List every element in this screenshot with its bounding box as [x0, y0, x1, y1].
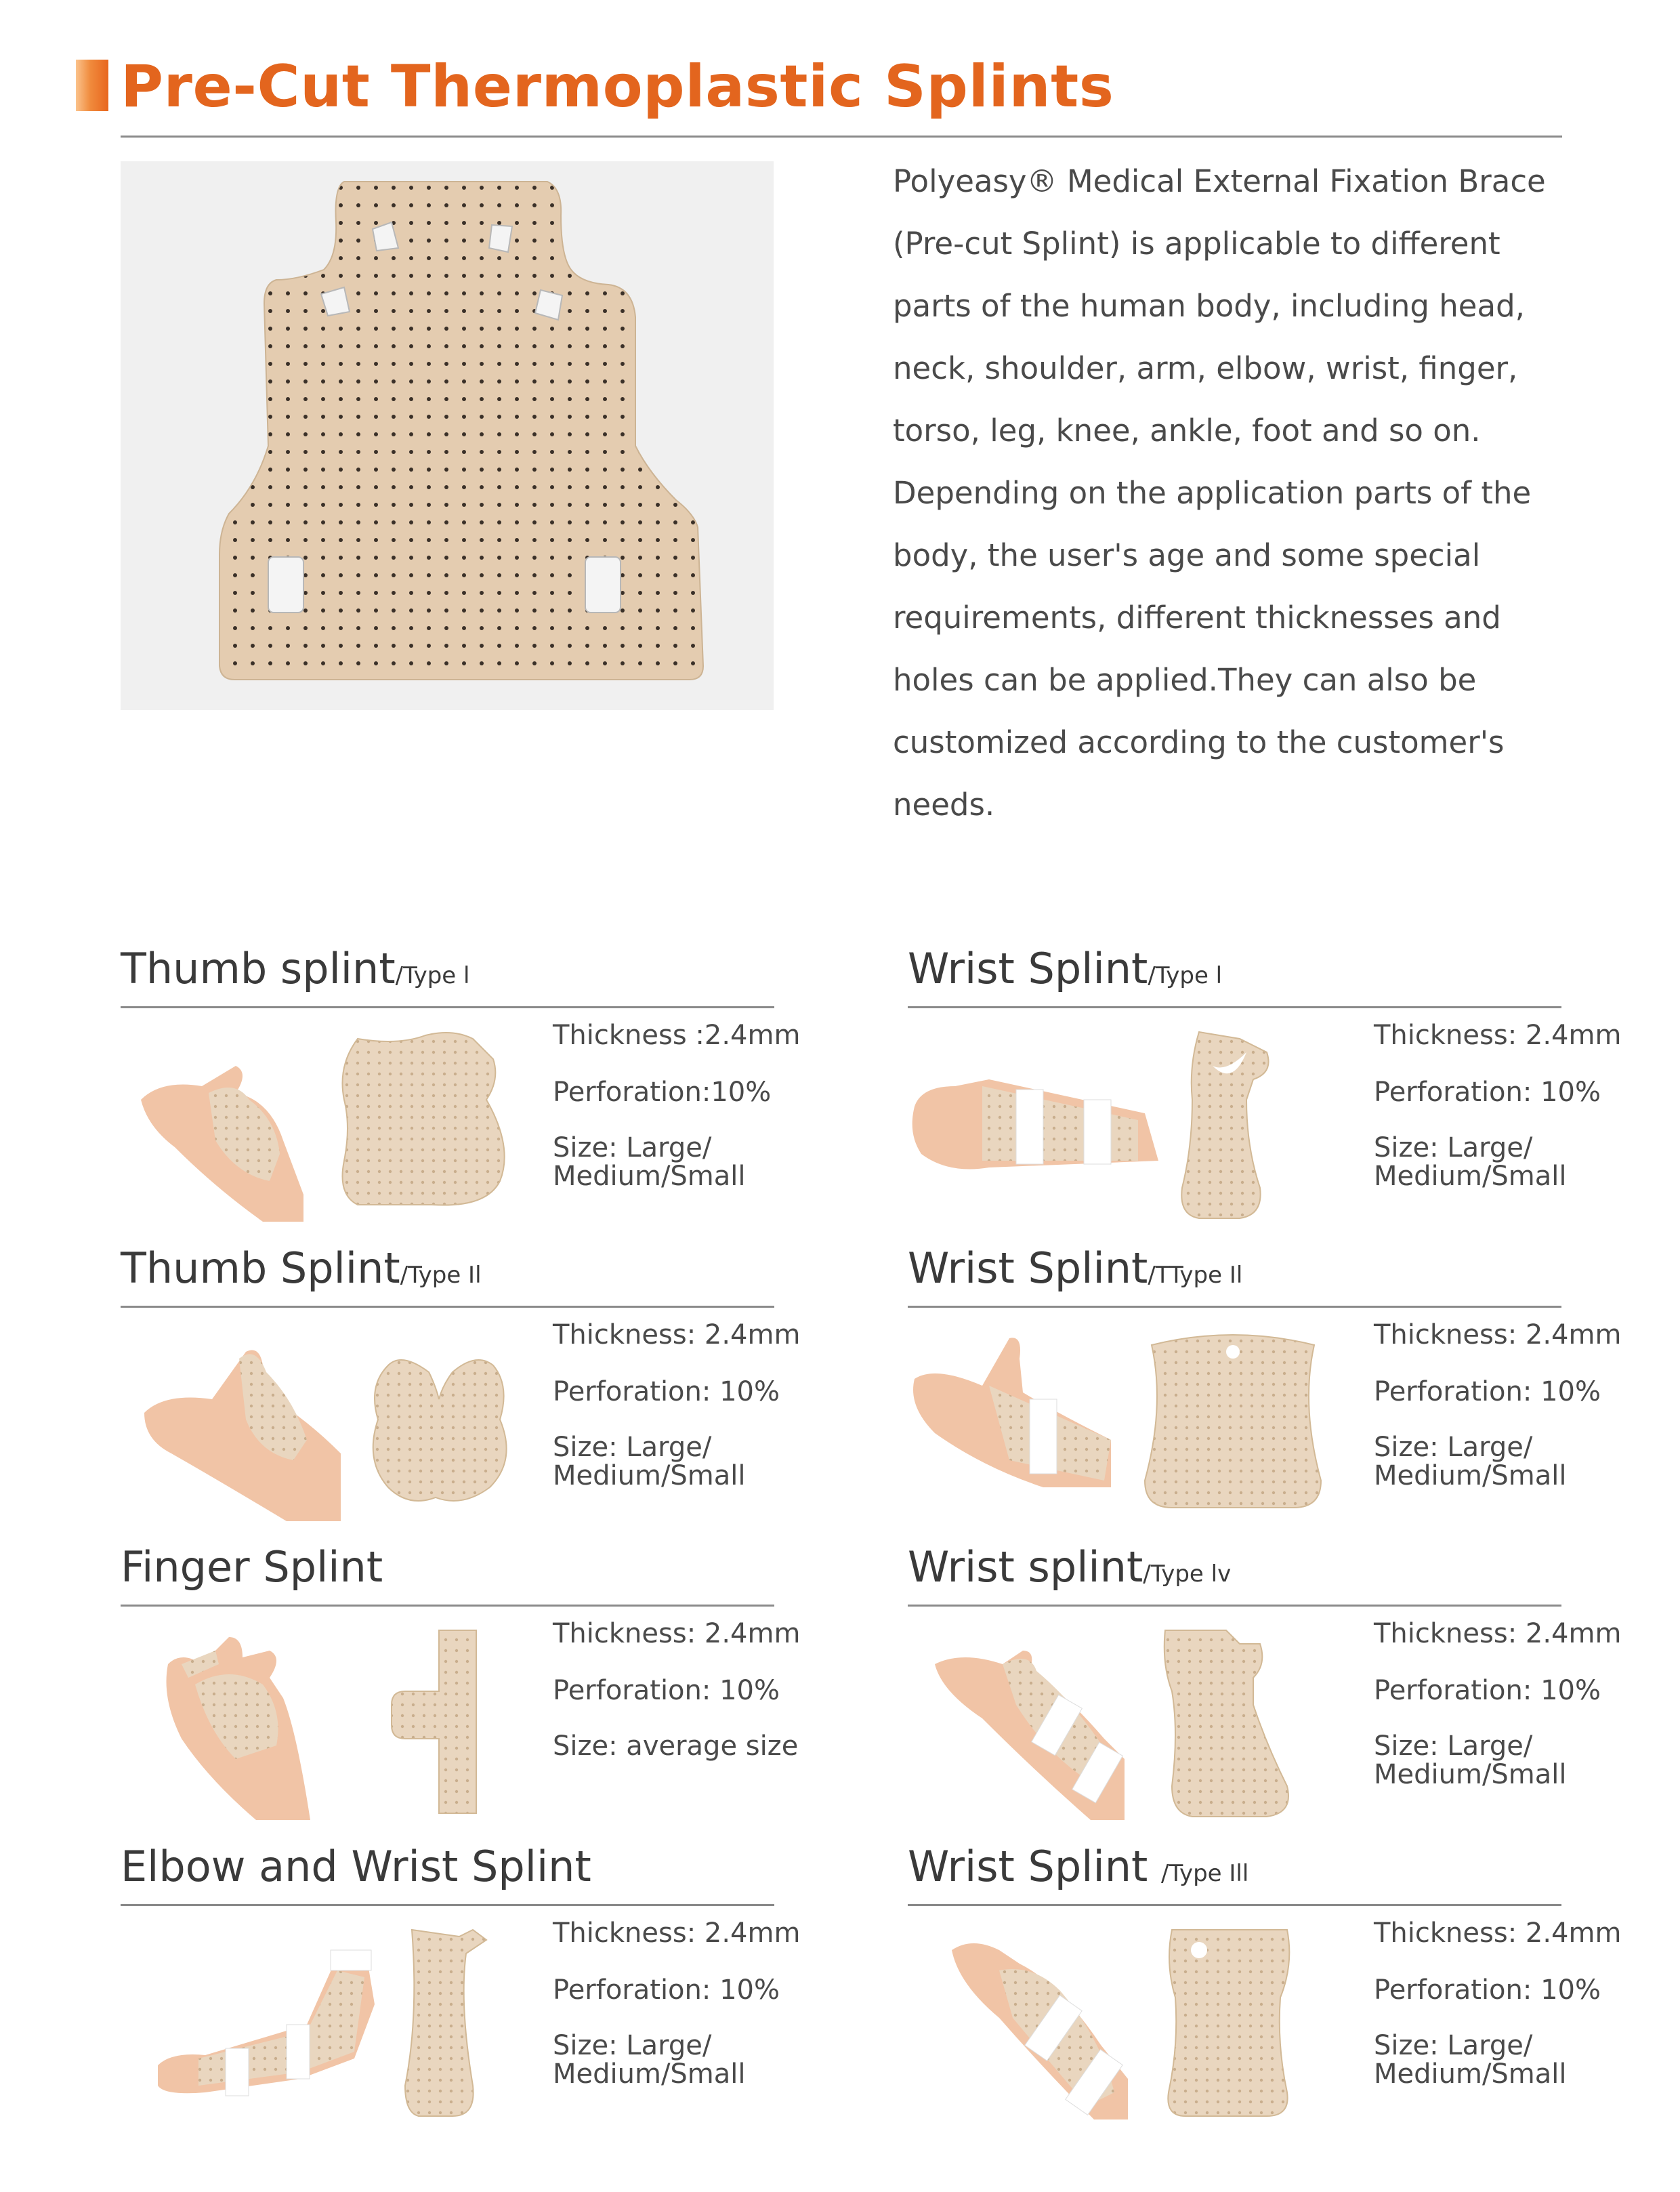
product-type: /Type lv — [1143, 1560, 1232, 1588]
cut-splint-photo — [361, 1325, 517, 1521]
cut-splint-photo — [331, 1025, 520, 1222]
intro-line: holes can be applied.They can also be — [893, 662, 1477, 698]
product-name: Thumb splint — [121, 944, 396, 993]
product-title — [908, 1238, 1242, 1310]
applied-splint-photo — [138, 1325, 341, 1521]
thickness-spec: Thickness: 2.4mm — [553, 1618, 801, 1649]
cut-splint-photo — [392, 1923, 513, 2119]
section-divider — [908, 1605, 1561, 1607]
intro-line: torso, leg, knee, ankle, foot and so on. — [893, 413, 1481, 449]
perforation-spec: Perforation: 10% — [1374, 1077, 1601, 1108]
intro-line: customized according to the customer's — [893, 724, 1505, 760]
product-title — [121, 938, 469, 1010]
applied-splint-photo — [151, 1923, 375, 2119]
product-name: Wrist Splint — [908, 1842, 1162, 1891]
title-accent-bar — [76, 60, 108, 111]
product-elbow-and-wrist-splint — [121, 1836, 801, 2121]
product-name: Finger Splint — [121, 1542, 383, 1592]
intro-line: needs. — [893, 787, 995, 823]
applied-splint-photo — [928, 1624, 1125, 1820]
size-spec: Size: Large/ Medium/Small — [553, 1432, 746, 1491]
perforation-spec: Perforation: 10% — [1374, 1974, 1601, 2006]
product-type: /Type l — [1148, 962, 1223, 989]
thickness-spec: Thickness :2.4mm — [553, 1020, 801, 1051]
product-wrist-splint-type-3 — [908, 1836, 1622, 2121]
intro-line: Polyeasy® Medical External Fixation Brace — [893, 163, 1546, 199]
product-title — [121, 1836, 591, 1908]
intro-line: (Pre-cut Splint) is applicable to different — [893, 226, 1500, 262]
product-title — [908, 938, 1222, 1010]
product-finger-splint — [121, 1537, 801, 1821]
cut-splint-photo — [364, 1624, 513, 1820]
perforation-spec: Perforation:10% — [553, 1077, 772, 1108]
section-divider — [121, 1006, 774, 1008]
product-title — [908, 1836, 1248, 1908]
product-thumb-splint-type-2 — [121, 1238, 801, 1523]
applied-splint-photo — [134, 1025, 303, 1222]
applied-splint-photo — [908, 1325, 1111, 1521]
perforation-spec: Perforation: 10% — [1374, 1675, 1601, 1706]
thickness-spec: Thickness: 2.4mm — [1374, 1020, 1622, 1051]
intro-line: parts of the human body, including head, — [893, 288, 1525, 324]
product-name: Wrist Splint — [908, 944, 1148, 993]
section-divider — [121, 1904, 774, 1906]
perforation-spec: Perforation: 10% — [1374, 1376, 1601, 1407]
section-divider — [908, 1306, 1561, 1308]
product-type: /Type Ill — [1161, 1860, 1249, 1887]
cut-splint-photo — [1152, 1624, 1301, 1820]
product-wrist-splint-type-4 — [908, 1537, 1622, 1821]
product-wrist-splint-type-1 — [908, 938, 1622, 1223]
thickness-spec: Thickness: 2.4mm — [1374, 1618, 1622, 1649]
thickness-spec: Thickness: 2.4mm — [1374, 1918, 1622, 1949]
product-title — [121, 1537, 383, 1609]
applied-splint-photo — [945, 1923, 1128, 2119]
cut-splint-photo — [1138, 1325, 1328, 1521]
size-spec: Size: Large/ Medium/Small — [1374, 1731, 1567, 1790]
product-thumb-splint-type-1 — [121, 938, 801, 1223]
section-divider — [121, 1306, 774, 1308]
applied-splint-photo — [154, 1624, 331, 1820]
size-spec: Size: Large/ Medium/Small — [553, 1132, 746, 1192]
product-type: /TType Il — [1148, 1262, 1243, 1289]
product-type: /Type l — [395, 962, 470, 989]
thickness-spec: Thickness: 2.4mm — [553, 1319, 801, 1350]
section-divider — [908, 1006, 1561, 1008]
size-spec: Size: Large/ Medium/Small — [553, 2030, 746, 2090]
product-name: Wrist Splint — [908, 1243, 1148, 1293]
thickness-spec: Thickness: 2.4mm — [553, 1918, 801, 1949]
product-name: Thumb Splint — [121, 1243, 400, 1293]
product-name: Wrist splint — [908, 1542, 1143, 1592]
perforation-spec: Perforation: 10% — [553, 1974, 780, 2006]
section-divider — [121, 1605, 774, 1607]
cut-splint-photo — [1158, 1923, 1301, 2119]
title-divider — [121, 136, 1562, 138]
product-title — [908, 1537, 1231, 1609]
size-spec: Size: average size — [553, 1731, 799, 1762]
intro-paragraph — [893, 150, 1570, 836]
intro-line: neck, shoulder, arm, elbow, wrist, finger, — [893, 350, 1518, 386]
intro-line: requirements, different thicknesses and — [893, 600, 1501, 636]
page-title: Pre-Cut Thermoplastic Splints — [121, 53, 1114, 121]
product-name: Elbow and Wrist Splint — [121, 1842, 591, 1891]
section-divider — [908, 1904, 1561, 1906]
hero-splint-image — [121, 161, 774, 710]
perforation-spec: Perforation: 10% — [553, 1376, 780, 1407]
product-title — [121, 1238, 482, 1310]
perforation-spec: Perforation: 10% — [553, 1675, 780, 1706]
intro-line: body, the user's age and some special — [893, 537, 1481, 573]
size-spec: Size: Large/ Medium/Small — [1374, 1432, 1567, 1491]
product-type: /Type Il — [400, 1262, 482, 1289]
applied-splint-photo — [908, 1025, 1158, 1222]
intro-line: Depending on the application parts of the — [893, 475, 1532, 511]
size-spec: Size: Large/ Medium/Small — [1374, 2030, 1567, 2090]
size-spec: Size: Large/ Medium/Small — [1374, 1132, 1567, 1192]
product-wrist-splint-type-2 — [908, 1238, 1622, 1523]
cut-splint-photo — [1172, 1025, 1301, 1222]
thickness-spec: Thickness: 2.4mm — [1374, 1319, 1622, 1350]
